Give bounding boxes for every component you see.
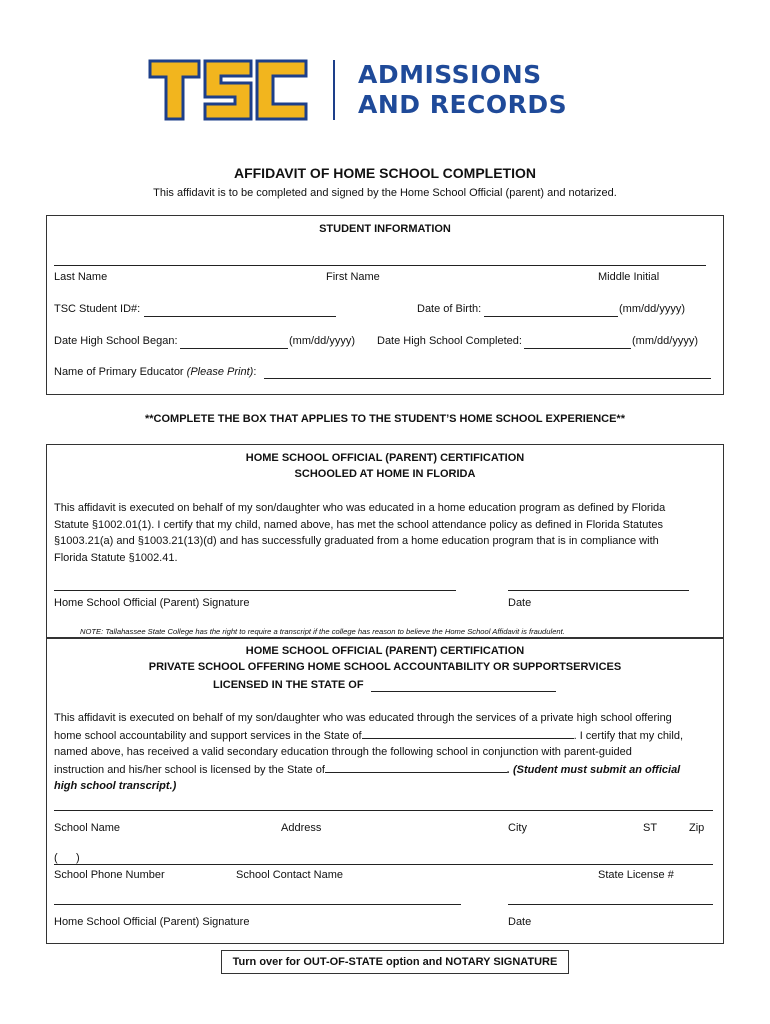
florida-signature-label: Home School Official (Parent) Signature <box>54 597 250 609</box>
school-phone-label: School Phone Number <box>54 869 165 881</box>
name-line[interactable] <box>54 265 706 266</box>
dob-format: (mm/dd/yyyy) <box>619 303 685 315</box>
florida-line-2: Statute §1002.01(1). I certify that my child, named above, has met the school attendance policy as defined in Florida Statutes <box>54 518 664 531</box>
dob-field[interactable] <box>484 316 618 317</box>
licensed-state-field[interactable] <box>371 691 556 692</box>
private-line-2b: . I certify that my child, <box>573 729 683 742</box>
address-label: Address <box>281 822 322 834</box>
primary-educator-text: Name of Primary Educator <box>54 366 184 378</box>
dob-label: Date of Birth: <box>417 303 482 315</box>
city-label: City <box>508 822 527 834</box>
student-id-field[interactable] <box>144 316 336 317</box>
instruction-text: **COMPLETE THE BOX THAT APPLIES TO THE STUDENT’S HOME SCHOOL EXPERIENCE** <box>145 413 625 425</box>
florida-signature-field[interactable] <box>54 590 456 591</box>
state-label: ST <box>643 822 658 834</box>
private-signature-label: Home School Official (Parent) Signature <box>54 916 250 928</box>
turn-over-notice: Turn over for OUT-OF-STATE option and NOTARY SIGNATURE <box>221 950 569 974</box>
first-name-label: First Name <box>326 271 380 283</box>
phone-paren: ( ) <box>54 852 80 864</box>
private-date-label: Date <box>508 916 532 928</box>
florida-line-3: §1003.21(a) and §1003.21(13)(d) and has successfully graduated from a home education program that is in compliance with <box>54 535 659 547</box>
hs-completed-label: Date High School Completed: <box>377 335 522 347</box>
private-heading-2: PRIVATE SCHOOL OFFERING HOME SCHOOL ACCOUNTABILITY OR SUPPORTSERVICES <box>148 661 622 673</box>
hs-began-format: (mm/dd/yyyy) <box>289 335 355 347</box>
private-line-4a: instruction and his/her school is licensed by the State of <box>54 763 325 776</box>
logo-line-1: ADMISSIONS <box>358 60 542 89</box>
hs-began-label: Date High School Began: <box>54 335 178 347</box>
hs-completed-field[interactable] <box>524 348 631 349</box>
florida-date-label: Date <box>508 597 532 609</box>
last-name-label: Last Name <box>54 271 108 283</box>
primary-educator-colon: : <box>253 366 257 378</box>
hs-began-field[interactable] <box>180 348 288 349</box>
private-paragraph <box>54 710 719 795</box>
private-line-2a: home school accountability and support services in the State of <box>54 729 362 742</box>
private-heading-1: HOME SCHOOL OFFICIAL (PARENT) CERTIFICATION <box>245 645 525 657</box>
private-date-field[interactable] <box>508 904 713 905</box>
student-id-label: TSC Student ID#: <box>54 303 141 315</box>
private-state-field[interactable] <box>362 727 574 739</box>
private-line-4 <box>54 761 719 779</box>
zip-label: Zip <box>689 822 705 834</box>
fraud-note: NOTE: Tallahassee State College has the right to require a transcript if the college has reason to believe the Home School Affidavit is fraudulent. <box>80 627 565 636</box>
logo-wordmark <box>358 60 567 120</box>
florida-line-4: Florida Statute §1002.41. <box>54 551 178 564</box>
private-line-2 <box>54 727 719 745</box>
student-info-heading: STUDENT INFORMATION <box>319 223 451 235</box>
page-subtitle: This affidavit is to be completed and signed by the Home School Official (parent) and notarized. <box>153 187 617 199</box>
page-title: AFFIDAVIT OF HOME SCHOOL COMPLETION <box>233 165 537 181</box>
school-address-field[interactable] <box>54 810 713 811</box>
primary-educator-field[interactable] <box>264 378 711 379</box>
florida-date-field[interactable] <box>508 590 689 591</box>
phone-contact-license-field[interactable] <box>54 864 713 865</box>
school-contact-label: School Contact Name <box>236 869 343 881</box>
primary-educator-label <box>54 366 256 378</box>
tsc-logo-icon <box>147 58 309 122</box>
florida-line-1: This affidavit is executed on behalf of my son/daughter who was educated in a home education program as defined by Florida <box>54 502 666 514</box>
florida-paragraph <box>54 500 719 566</box>
private-signature-field[interactable] <box>54 904 461 905</box>
logo-line-2: AND RECORDS <box>358 90 568 119</box>
florida-heading-1: HOME SCHOOL OFFICIAL (PARENT) CERTIFICATION <box>245 452 525 464</box>
school-name-label: School Name <box>54 822 121 834</box>
florida-heading-2: SCHOOLED AT HOME IN FLORIDA <box>294 468 476 480</box>
license-state-field[interactable] <box>325 761 507 773</box>
private-line-3: named above, has received a valid secondary education through the following school in conjunction with parent-guided <box>54 746 632 758</box>
state-license-label: State License # <box>598 869 674 881</box>
private-line-1: This affidavit is executed on behalf of my son/daughter who was educated through the services of a private high school offering <box>54 712 672 724</box>
private-heading-3: LICENSED IN THE STATE OF <box>213 679 364 691</box>
middle-initial-label: Middle Initial <box>598 271 660 283</box>
please-print-text: (Please Print) <box>186 366 254 378</box>
hs-completed-format: (mm/dd/yyyy) <box>632 335 698 347</box>
logo-divider <box>333 60 335 120</box>
private-line-5: high school transcript.) <box>54 780 177 792</box>
private-line-4b: . (Student must submit an official <box>506 763 681 776</box>
